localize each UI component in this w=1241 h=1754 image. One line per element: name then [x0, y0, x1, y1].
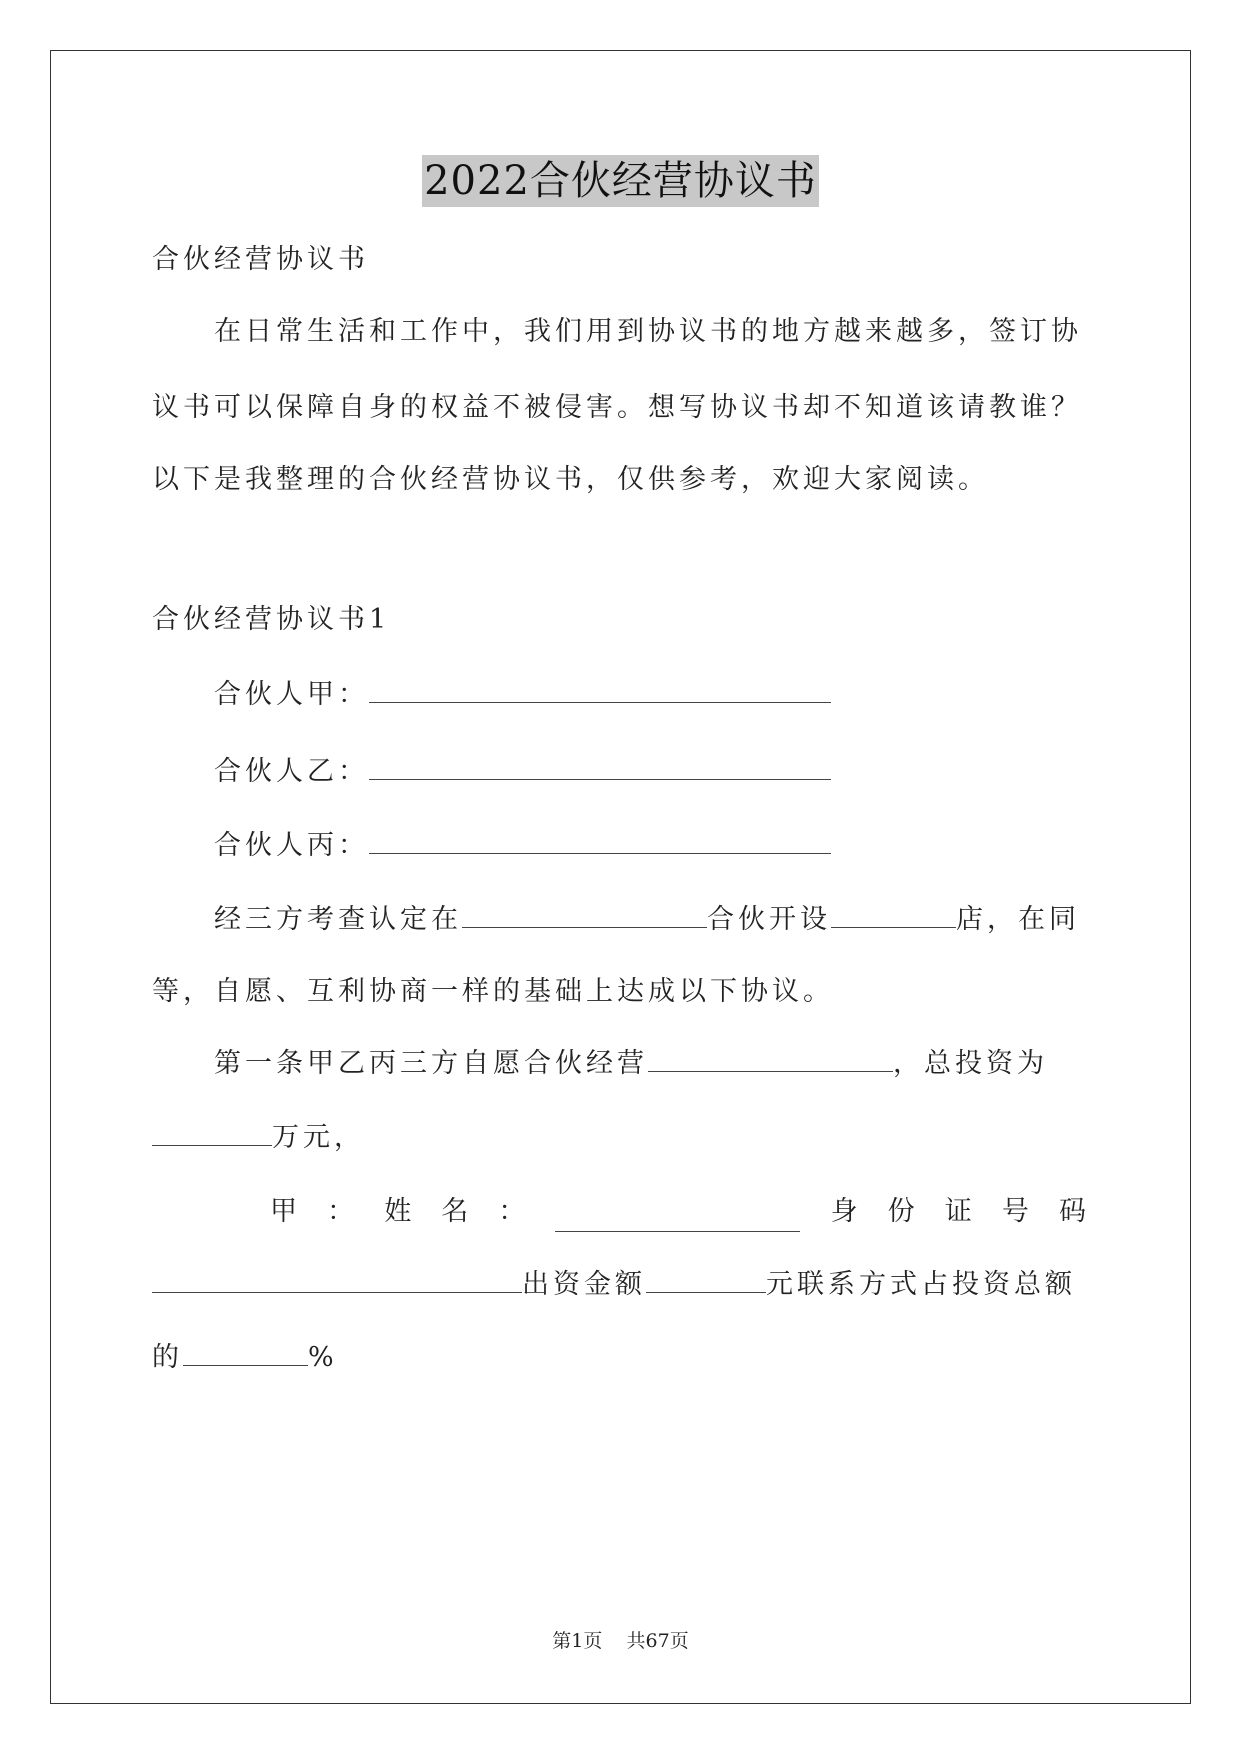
business-blank[interactable]: [648, 1049, 893, 1072]
title-container: [0, 155, 1241, 207]
party-a-amount-blank[interactable]: [646, 1270, 766, 1293]
para1-part3: 店，在同: [956, 904, 1080, 935]
party-a-token-8: 证: [944, 1196, 972, 1227]
party-a-token-7: 份: [887, 1196, 915, 1227]
partner-b-blank[interactable]: [369, 757, 831, 780]
partner-b-row: [214, 752, 1154, 792]
party-a-name-blank[interactable]: [555, 1209, 800, 1232]
section-title: 合伙经营协议书1: [152, 604, 391, 635]
partner-c-blank[interactable]: [369, 831, 831, 854]
location-blank[interactable]: [462, 905, 707, 928]
partner-b-label: 合伙人乙：: [214, 756, 369, 787]
party-a-line-3: [152, 1338, 1092, 1378]
partner-a-blank[interactable]: [369, 680, 831, 703]
article1-part3: 万元，: [272, 1122, 365, 1153]
para1-line-2: 等，自愿、互利协商一样的基础上达成以下协议。: [152, 976, 834, 1007]
shop-blank[interactable]: [831, 905, 956, 928]
party-a-line-1: [270, 1192, 1086, 1232]
page-border: [50, 50, 1191, 1704]
party-a-share-blank[interactable]: [183, 1343, 308, 1366]
article1-line-2: [152, 1118, 1092, 1158]
intro-line-1: 在日常生活和工作中，我们用到协议书的地方越来越多，签订协: [214, 316, 1082, 347]
page-number: 第1页: [552, 1630, 603, 1652]
article1-part1: 第一条甲乙丙三方自愿合伙经营: [214, 1048, 648, 1079]
partner-a-label: 合伙人甲：: [214, 679, 369, 710]
para1-part1: 经三方考查认定在: [214, 904, 462, 935]
party-a-line-2: [152, 1265, 1092, 1305]
partner-c-row: [214, 826, 1154, 866]
party-a-share-suffix: %: [308, 1342, 338, 1373]
page-total: 共67页: [626, 1630, 689, 1652]
party-a-token-4: 名: [441, 1196, 469, 1227]
party-a-token-6: 身: [830, 1196, 858, 1227]
party-a-token-3: 姓: [384, 1196, 412, 1227]
party-a-token-1: 甲: [270, 1196, 297, 1227]
para1-line-1: [214, 900, 1154, 940]
party-a-token-5: ：: [498, 1196, 526, 1227]
article1-line-1: [214, 1044, 1154, 1084]
partner-a-row: [214, 675, 1154, 715]
investment-blank[interactable]: [152, 1123, 272, 1146]
partner-c-label: 合伙人丙：: [214, 830, 369, 861]
document-title: 2022合伙经营协议书: [422, 155, 819, 207]
party-a-contact-label: 元联系方式占投资总额: [766, 1269, 1076, 1300]
party-a-id-blank[interactable]: [152, 1270, 522, 1293]
para1-part2: 合伙开设: [707, 904, 831, 935]
article1-part2: ，总投资为: [893, 1048, 1048, 1079]
party-a-token-10: 码: [1058, 1196, 1086, 1227]
party-a-amount-label: 出资金额: [522, 1269, 646, 1300]
party-a-share-prefix: 的: [152, 1342, 183, 1373]
intro-line-2: 议书可以保障自身的权益不被侵害。想写协议书却不知道该请教谁？: [152, 392, 1082, 423]
intro-line-3: 以下是我整理的合伙经营协议书，仅供参考，欢迎大家阅读。: [152, 464, 989, 495]
subtitle: 合伙经营协议书: [152, 244, 369, 275]
page-footer: [0, 1626, 1241, 1653]
party-a-token-2: ：: [327, 1196, 355, 1227]
party-a-token-9: 号: [1001, 1196, 1029, 1227]
